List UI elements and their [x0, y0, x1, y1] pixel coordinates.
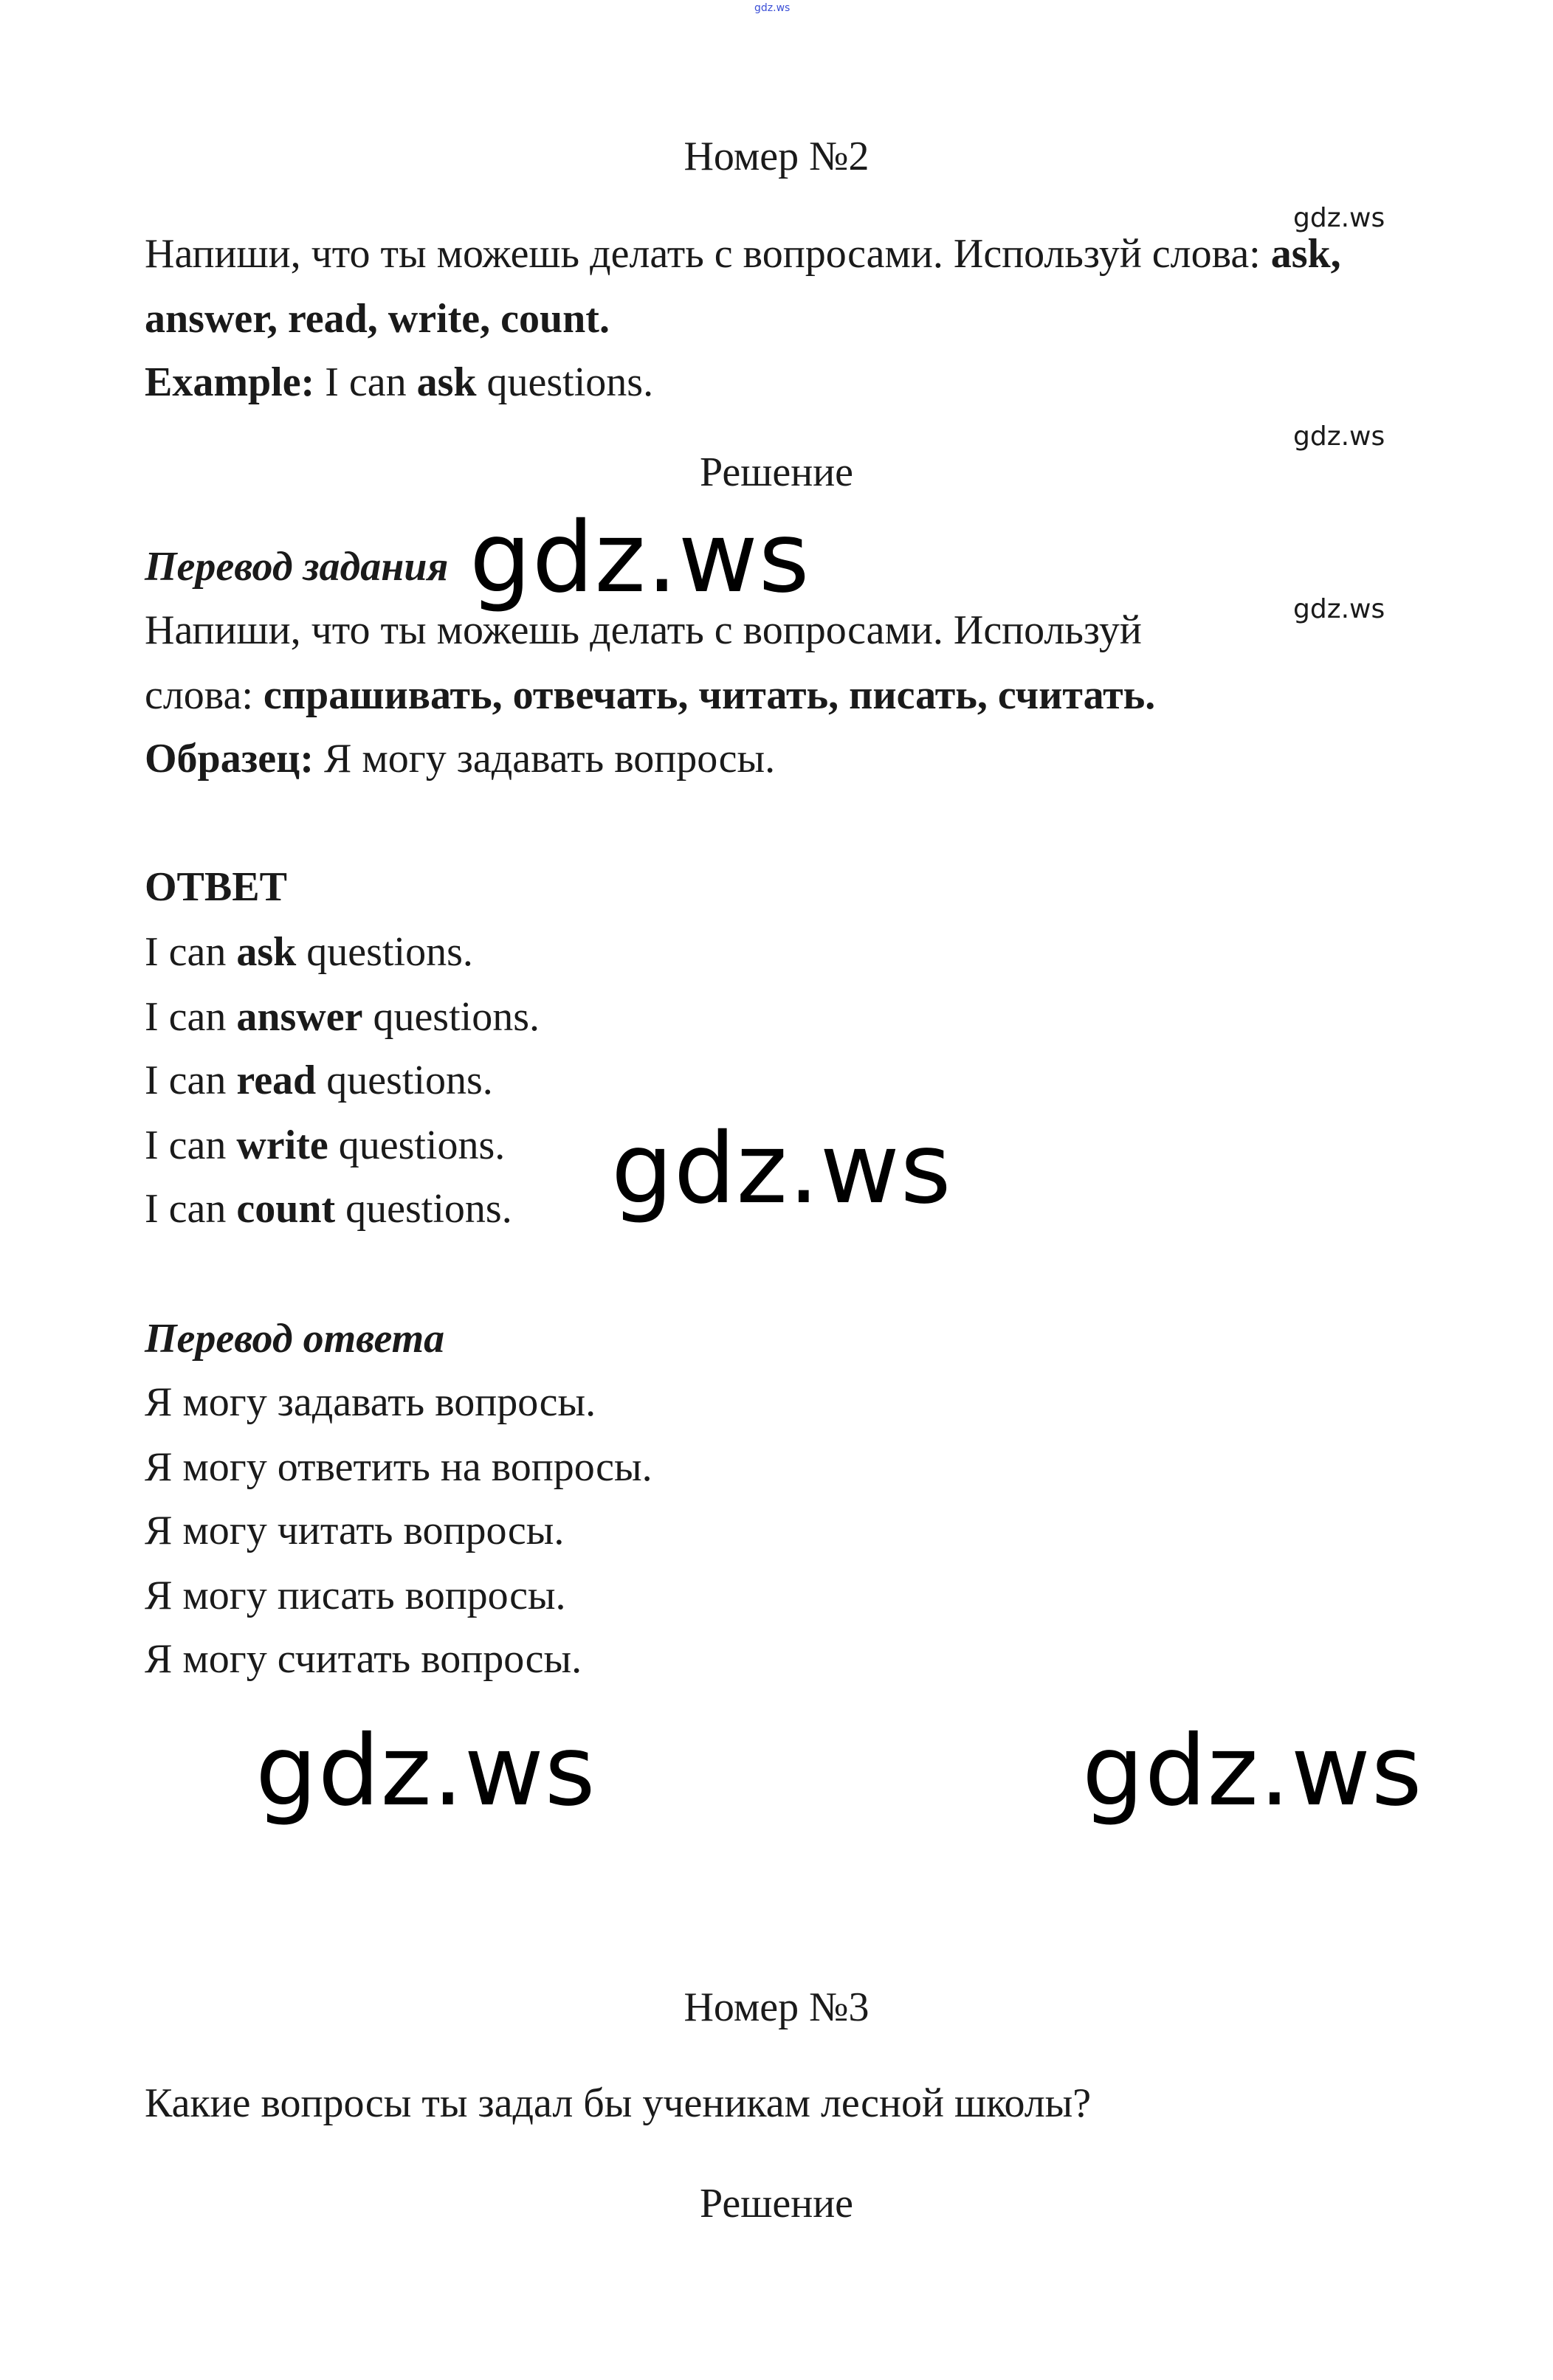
task2-title: Номер №2 [683, 134, 870, 179]
translation-heading: Перевод задания [145, 544, 449, 590]
answer-translation-4: Я могу писать вопросы. [145, 1573, 566, 1618]
answer-pre: I can [145, 1186, 237, 1232]
answer-translation-3: Я могу читать вопросы. [145, 1508, 565, 1553]
answer-translation-2: Я могу ответить на вопросы. [145, 1444, 652, 1490]
answer-line-1 [145, 931, 473, 973]
answer-line-2 [145, 996, 540, 1038]
answer-translation-heading: Перевод ответа [145, 1316, 445, 1362]
answer-heading-text: ОТВЕТ [145, 864, 287, 910]
translation-line2 [145, 672, 1156, 718]
answer-bold: write [236, 1122, 328, 1168]
answer-post: questions. [362, 994, 540, 1040]
task2-example [145, 359, 654, 405]
translation-sample [145, 736, 776, 782]
answer-line-5 [145, 1186, 512, 1232]
answer-heading [145, 866, 287, 908]
answer-bold: read [236, 1058, 317, 1103]
watermark-small-3: gdz.ws [1293, 594, 1385, 624]
answer-pre: I can [145, 994, 237, 1040]
answer-line-3 [145, 1060, 493, 1101]
watermark-big-2: gdz.ws [611, 1112, 952, 1226]
answer-pre: I can [145, 1058, 237, 1103]
example-bold: ask [416, 359, 477, 405]
sample-label: Образец: [145, 736, 314, 782]
watermark-small-2: gdz.ws [1293, 421, 1385, 452]
answer-post: questions. [328, 1122, 506, 1168]
watermark-tiny: gdz.ws [754, 2, 791, 14]
answer-pre: I can [145, 929, 237, 975]
watermark-big-1: gdz.ws [469, 501, 810, 615]
answer-post: questions. [335, 1186, 512, 1232]
answer-post: questions. [316, 1058, 493, 1103]
answer-post: questions. [296, 929, 473, 975]
answer-bold: ask [236, 929, 297, 975]
instruction-bold-words: ask, [1270, 231, 1341, 277]
watermark-big-4: gdz.ws [1082, 1714, 1423, 1828]
instruction-text: Напиши, что ты можешь делать с вопросами. Используй слова: [145, 231, 1271, 277]
answer-translation-1: Я могу задавать вопросы. [145, 1379, 596, 1425]
task2-instruction-line2 [145, 296, 610, 342]
task2-solution-heading: Решение [699, 449, 854, 495]
answer-line-4 [145, 1122, 506, 1168]
task3-title: Номер №3 [683, 1984, 870, 2030]
task3-solution-heading: Решение [699, 2181, 854, 2226]
translation-line1: Напиши, что ты можешь делать с вопросами. Используй [145, 607, 1142, 653]
example-pre: I can [314, 359, 417, 405]
answer-translation-5: Я могу считать вопросы. [145, 1636, 582, 1682]
watermark-big-3: gdz.ws [255, 1714, 596, 1828]
answer-bold: answer [236, 994, 363, 1040]
answer-pre: I can [145, 1122, 237, 1168]
task2-instruction-line1 [145, 233, 1341, 275]
example-post: questions. [476, 359, 654, 405]
watermark-small-1: gdz.ws [1293, 203, 1385, 233]
answer-bold: count [236, 1186, 336, 1232]
translation-line2-bold: спрашивать, отвечать, читать, писать, считать. [263, 672, 1156, 718]
translation-line2-plain: слова: [145, 672, 264, 718]
task3-question: Какие вопросы ты задал бы ученикам лесной школы? [145, 2080, 1092, 2126]
instruction-bold-words-cont: answer, read, write, count. [145, 296, 610, 342]
sample-text: Я могу задавать вопросы. [313, 736, 776, 782]
example-label: Example: [145, 359, 315, 405]
